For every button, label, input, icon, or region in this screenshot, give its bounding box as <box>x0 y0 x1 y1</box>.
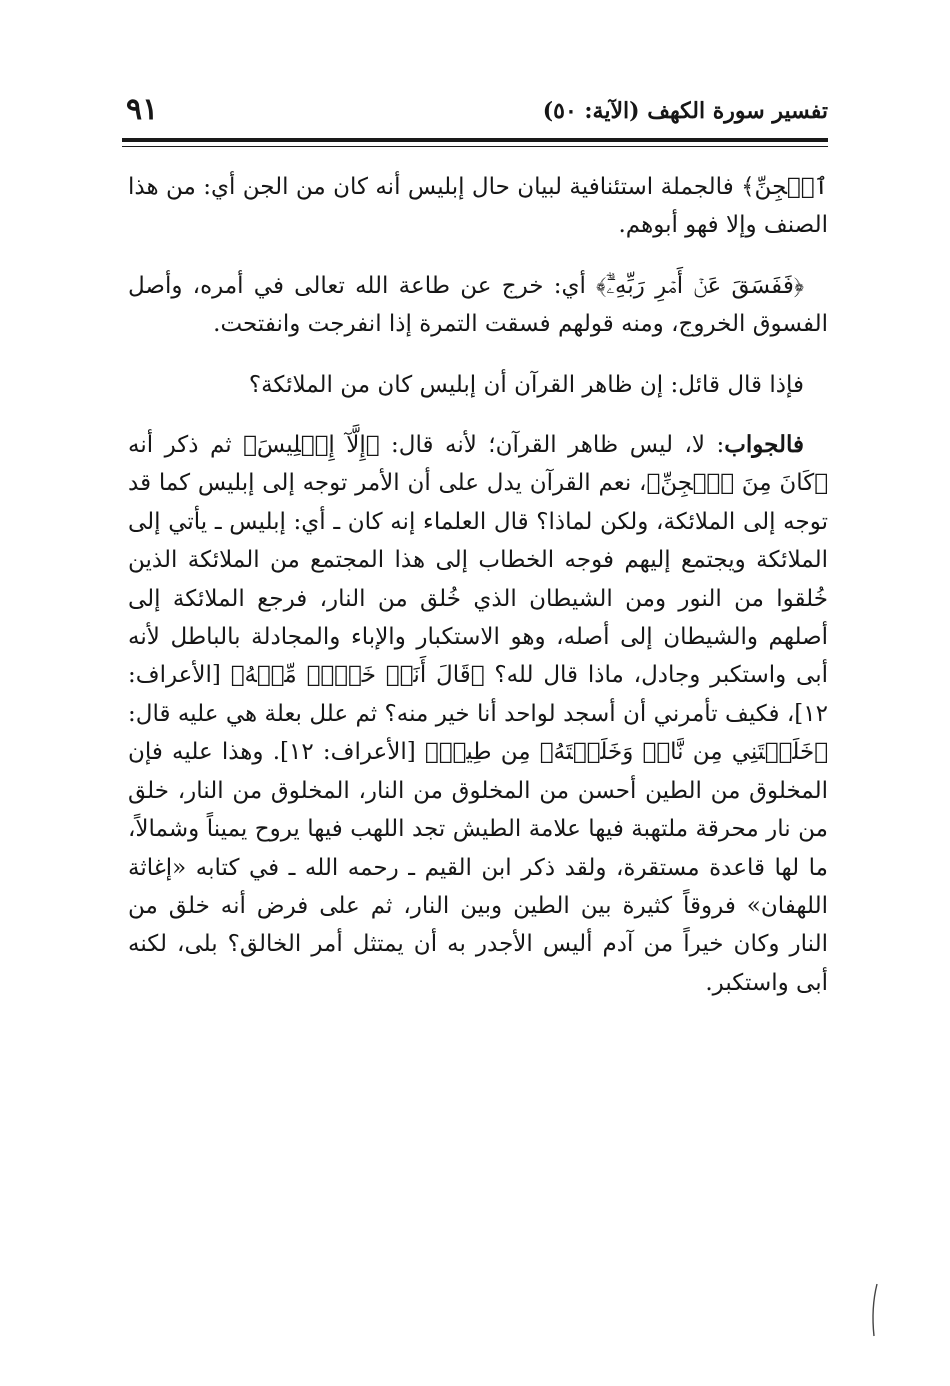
paragraph-3: فإذا قال قائل: إن ظاهر القرآن أن إبليس كان من الملائكة؟ <box>248 371 804 398</box>
page-header <box>122 92 828 132</box>
page-number: ٩١ <box>126 92 159 127</box>
margin-pencil-mark <box>868 1282 882 1338</box>
header-rule-thin <box>122 146 828 147</box>
paragraph-4 <box>128 426 828 1002</box>
answer-lead: فالجواب <box>724 431 804 459</box>
paragraph-2: ﴿فَفَسَقَ عَنۡ أَمۡرِ رَبِّهِۦٓۗ﴾ أي: خرج عن طاعة الله تعالى في أمره، وأصل الفسوق الخروج، ومنه قولهم فسقت التمرة إذا انفرجت وانفتحت. <box>128 272 828 338</box>
running-title: تفسير سورة الكهف (الآية: ٥٠) <box>542 98 828 124</box>
answer-text: : لا، ليس ظاهر القرآن؛ لأنه قال: ﴿إِلَّآ إِبۡلِيسَ﴾ ثم ذكر أنه ﴿كَانَ مِنَ ٱلۡجِنِّ﴾، نعم القرآن يدل على أن الأمر توجه إلى إبليس كما قد توجه إلى الملائكة، ولكن لماذا؟ قال العلماء إنه كان ـ أي: إبليس ـ يأتي إلى الملائكة ويجتمع إليهم فوجه الخطاب إلى هذا المجتمع من الملائكة الذين خُلقوا من النور ومن الشيطان الذي خُلق من النار، فرجع الملائكة إلى أصلهم والشيطان إلى أصله، وهو الاستكبار والإباء والمجادلة بالباطل لأنه أبى واستكبر وجادل، ماذا قال لله؟ ﴿قَالَ أَنَا۠ خَيۡرٞ مِّنۡهُ﴾ [الأعراف: ١٢]، فكيف تأمرني أن أسجد لواحد أنا خير منه؟ ثم علل بعلة هي عليه قال: ﴿خَلَقۡتَنِي مِن نَّارٖ وَخَلَقۡتَهُۥ مِن طِينٖ﴾ [الأعراف: ١٢]. وهذا عليه فإن المخلوق من الطين أحسن من المخلوق من النار، المخلوق من النار، خلق من نار محرقة ملتهبة فيها علامة الطيش تجد اللهب فيها يروح يميناً وشمالاً، ما لها قاعدة مستقرة، ولقد ذكر ابن القيم ـ رحمه الله ـ في كتابه «إغاثة اللهفان» فروقاً كثيرة بين الطين وبين النار، ثم على فرض أنه خلق من النار وكان خيراً من آدم أليس الأجدر به أن يمتثل أمر الخالق؟ بلى، لكنه أبى واستكبر. <box>128 432 828 996</box>
header-rule-thick <box>122 138 828 142</box>
paragraph-1: ٱلۡجِنِّ﴾ فالجملة استئنافية لبيان حال إبليس أنه كان من الجن أي: من هذا الصنف وإلا فهو أبوهم. <box>128 174 828 239</box>
page-body <box>128 168 828 1024</box>
